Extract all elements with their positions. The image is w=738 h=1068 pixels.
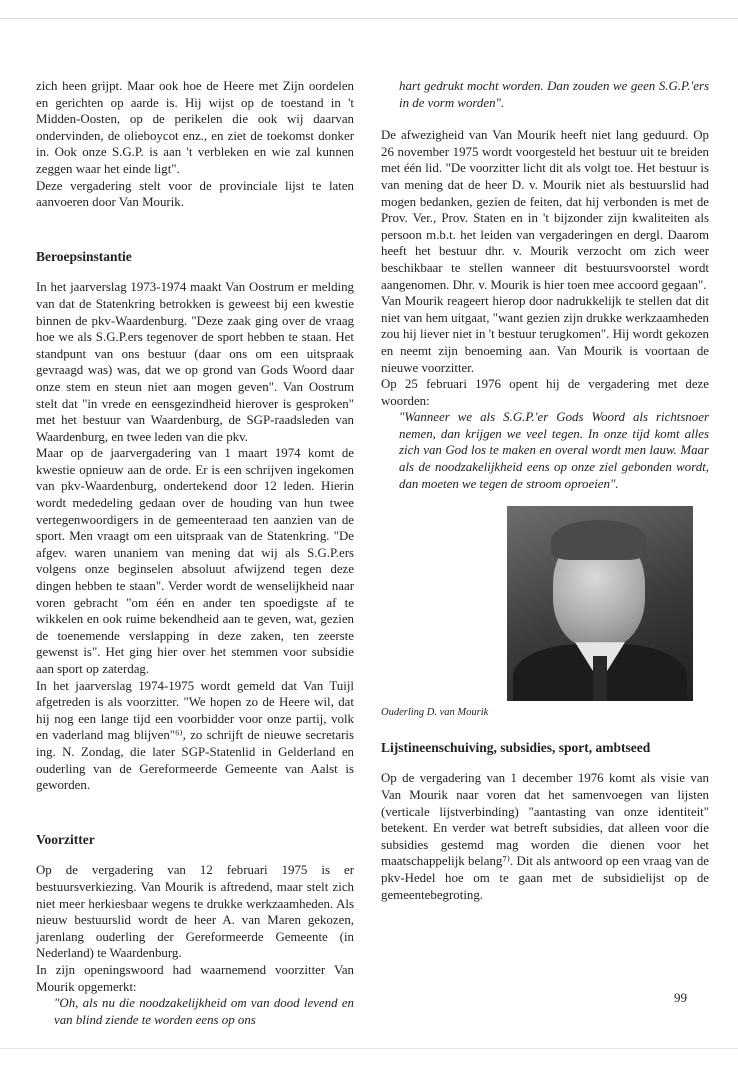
portrait-hair	[551, 520, 647, 560]
top-rule	[0, 18, 738, 19]
paragraph-beroep-3: In het jaarverslag 1974-1975 wordt gemeld dat Van Tuijl afgetreden is als voorzitter. "We hopen zo de Heere wil, dat hij nog een lange tijd een voorbidder voor onze partij, volk en vaderland mag blijven"⁶⁾, zo schrijft de nieuwe secretaris ing. N. Zondag, die later SGP-Statenlid in Gelderland en ouderling van de Gereformeerde Gemeente van Aalst is geworden.	[36, 678, 354, 793]
quote-2: "Wanneer we als S.G.P.'er Gods Woord als richtsnoer nemen, dan krijgen we veel tegen. In onze tijd komt alles zich van God los te maken en overal wordt men lauw. Maar als de noodzakelijkheid eens op onze ziel gebonden wordt, dan moeten we tegen de stroom oproeien".	[399, 410, 709, 491]
left-column	[36, 78, 354, 1028]
paragraph-beroep-2: Maar op de jaarvergadering van 1 maart 1974 komt de kwestie opnieuw aan de orde. Er is een schrijven ingekomen van pkv-Waardenburg, ondertekend door 12 leden. Hierin wordt mededeling gedaan over de houding van hun twee vertegenwoordigers in de gemeenteraad ten aanzien van de sport. Men vraagt om een uitspraak van de Statenkring. "De afgev. waren unaniem van mening dat wij als S.G.P.ers volgens onze beginselen absoluut afwijzend tegen deze dingen hebben te staan". Verder wordt de wenselijkheid naar voren gebracht "om één en ander ten spoedigste af te wikkelen en ook ruime bekendheid aan te geven, wat, gezien de toenemende verslapping in deze zaken, ten zeerste gewenst is". Het ging hier over het stemmen voor subsidie aan sport op zaterdag.	[36, 446, 354, 676]
portrait-tie	[593, 656, 607, 701]
heading-voorzitter: Voorzitter	[36, 831, 95, 847]
paragraph-beroep-1: In het jaarverslag 1973-1974 maakt Van Oostrum er melding van dat de Statenkring betrokken is geweest bij een kwestie binnen de pkv-Waardenburg. "Deze zaak ging over de vraag hoe we als S.G.P.ers tegenover de sport hebben te staan. Het standpunt van ons bestuur (daar ons om een uitspraak gevraagd was) was, dat we op grond van Gods Woord daar onze stem en steun niet aan mogen geven". Van Oostrum stelt dat "in vrede en eensgezindheid hierover is gesproken" met het bestuur van Waardenburg, de SGP-raadsleden van Waardenburg, en twee leden van die pkv.	[36, 280, 354, 444]
right-column	[381, 78, 709, 903]
photo-caption: Ouderling D. van Mourik	[381, 707, 489, 719]
paragraph-right-4: Op de vergadering van 1 december 1976 komt als visie van Van Mourik naar voren dat het samenvoegen van lijsten (verticale lijstverbinding) "aantasting van onze identiteit" betekent. En verder wat betreft subsidies, dat alleen voor die subsidies gestemd mag worden die dienen voor het maatschappelijk belang⁷⁾. Dit als antwoord op een vraag van de pkv-Hedel hoe om te gaan met de subsidielijst op de gemeentebegroting.	[381, 771, 709, 902]
paragraph-intro: zich heen grijpt. Maar ook hoe de Heere met Zijn oordelen en gerichten op aarde is. Hij wijst op de toestand in 't Midden-Oosten, op de perikelen die ook wij daarvan ondervinden, de olieboycot enz., en ziet de toekomst donker in. Ook onze S.G.P. is aan 't verbleken en wie zal kunnen zeggen waar het einde ligt".	[36, 79, 354, 176]
paragraph-voorzitter-2: In zijn openingswoord had waarnemend voorzitter Van Mourik opgemerkt:	[36, 962, 354, 994]
paragraph-voorzitter-1: Op de vergadering van 12 februari 1975 is er bestuursverkiezing. Van Mourik is aftredend, maar stelt zich niet meer herkiesbaar wegens te drukke werkzaamheden. Als nieuw bestuurslid wordt de heer A. van Maren gekozen, jarenlang ouderling der Gereformeerde Gemeente (in Nederland) te Waardenburg.	[36, 863, 354, 961]
paragraph-right-3: Op 25 februari 1976 opent hij de vergadering met deze woorden:	[381, 377, 709, 408]
portrait-photo	[507, 506, 693, 701]
quote-continuation: hart gedrukt mocht worden. Dan zouden we geen S.G.P.'ers in de vorm worden".	[399, 79, 709, 110]
bottom-rule	[0, 1048, 738, 1049]
page-number: 99	[674, 990, 687, 1005]
paragraph-right-1: De afwezigheid van Van Mourik heeft niet lang geduurd. Op 26 november 1975 wordt voorgesteld het bestuur uit te breiden met één lid. "De voorzitter licht dit als volgt toe. Het bestuur is van mening dat de heer D. v. Mourik niet als bestuurslid had mogen bedanken, gezien de feiten, dat hij verbonden is met de Prov. Ver., Prov. Staten en in 't bijzonder zijn kwaliteiten als persoon m.b.t. het leiden van vergaderingen en dergl. Daarom heeft het bestuur dhr. v. Mourik verzocht om zich weer beschikbaar te stellen wanneer dit bestuursvoorstel wordt aangenomen. Dhr. v. Mourik is hier toen mee accoord gegaan".	[381, 128, 709, 292]
quote-start: "Oh, als nu die noodzakelijkheid om van dood levend en van blind ziende te worden eens op ons	[54, 996, 354, 1027]
paragraph-intro-2: Deze vergadering stelt voor de provinciale lijst te laten aanvoeren door Van Mourik.	[36, 178, 354, 210]
paragraph-right-2: Van Mourik reageert hierop door nadrukkelijk te stellen dat dit niet van hem uitgaat, "want gezien zijn drukke werkzaamheden zou hij liever niet in 't bestuur terugkomen". Hij wordt gekozen en neemt zijn benoeming aan. Van Mourik is voortaan de nieuwe voorzitter.	[381, 294, 709, 375]
heading-beroepsinstantie: Beroepsinstantie	[36, 248, 132, 264]
heading-lijstineenschuiving: Lijstineenschuiving, subsidies, sport, ambtseed	[381, 739, 651, 755]
